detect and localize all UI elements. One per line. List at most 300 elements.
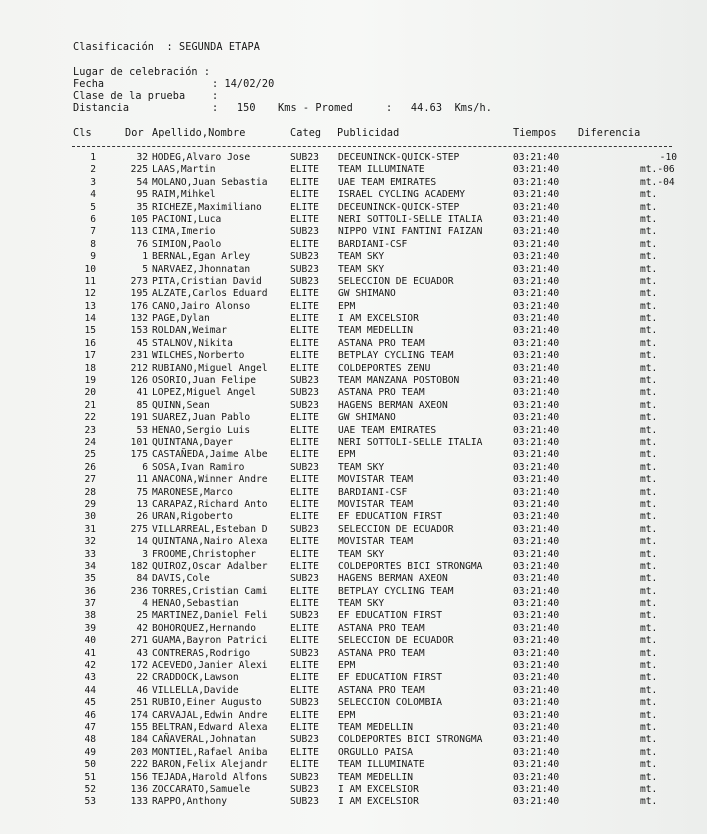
table-row (0, 722, 707, 734)
cell-difference: mt. (640, 635, 658, 647)
cell-sponsor: EPM (338, 300, 356, 312)
cell-difference: mt. (640, 523, 658, 535)
cell-rider-name: RAPPO,Anthony (152, 796, 228, 808)
table-row (0, 697, 707, 709)
cell-difference: mt. (640, 461, 658, 473)
cell-category: ELITE (290, 721, 319, 733)
cell-bib: 26 (136, 511, 148, 523)
cell-bib: 212 (130, 362, 148, 374)
cell-difference: mt. (640, 771, 658, 783)
cell-category: ELITE (290, 350, 319, 362)
cell-sponsor: ASTANA PRO TEAM (338, 337, 425, 349)
cell-rank: 47 (84, 721, 96, 733)
cell-rider-name: CANO,Jairo Alonso (152, 300, 251, 312)
cell-category: ELITE (290, 213, 319, 225)
table-row (0, 152, 707, 164)
cell-time: 03:21:40 (513, 424, 560, 436)
cell-sponsor: COLDEPORTES BICI STRONGMA (338, 560, 483, 572)
cell-difference: mt. (640, 213, 658, 225)
cell-rank: 3 (90, 176, 96, 188)
table-row (0, 648, 707, 660)
cell-bib: 126 (130, 375, 148, 387)
cell-difference: mt. (640, 263, 658, 275)
cell-difference: mt. (640, 201, 658, 213)
cell-time: 03:21:40 (513, 746, 560, 758)
cell-rank: 22 (84, 412, 96, 424)
table-row (0, 251, 707, 263)
cell-bib: 195 (130, 288, 148, 300)
cell-rank: 27 (84, 474, 96, 486)
cell-rank: 21 (84, 399, 96, 411)
cell-rider-name: HENAO,Sebastian (152, 598, 239, 610)
cell-category: SUB23 (290, 275, 319, 287)
distance-value: : 150 (212, 103, 256, 114)
cell-difference: mt. (640, 622, 658, 634)
cell-category: ELITE (290, 684, 319, 696)
col-header-times: Tiempos (513, 128, 557, 139)
cell-time: 03:21:40 (513, 275, 560, 287)
cell-category: SUB23 (290, 375, 319, 387)
cell-sponsor: COLDEPORTES BICI STRONGMA (338, 734, 483, 746)
cell-bib: 182 (130, 560, 148, 572)
table-row (0, 462, 707, 474)
cell-difference: mt.-06 (640, 164, 675, 176)
cell-rank: 34 (84, 560, 96, 572)
cell-rider-name: ROLDAN,Weimar (152, 325, 228, 337)
cell-bib: 275 (130, 523, 148, 535)
table-row (0, 747, 707, 759)
cell-time: 03:21:40 (513, 498, 560, 510)
cell-sponsor: DECEUNINCK-QUICK-STEP (338, 152, 460, 163)
cell-rank: 26 (84, 461, 96, 473)
cell-difference: mt.-04 (640, 176, 675, 188)
cell-category: ELITE (290, 164, 319, 176)
cell-difference: mt. (640, 734, 658, 746)
cell-bib: 14 (136, 536, 148, 548)
cell-rider-name: BELTRAN,Edward Alexa (152, 721, 268, 733)
cell-rank: 8 (90, 238, 96, 250)
cell-sponsor: EF EDUCATION FIRST (338, 672, 442, 684)
table-row (0, 425, 707, 437)
col-header-difference: Diferencia (578, 128, 641, 139)
cell-rider-name: LAAS,Martin (152, 164, 216, 176)
cell-sponsor: EPM (338, 449, 356, 461)
cell-sponsor: NERI SOTTOLI-SELLE ITALIA (338, 436, 483, 448)
cell-rank: 11 (84, 275, 96, 287)
cell-time: 03:21:40 (513, 734, 560, 746)
cell-category: SUB23 (290, 783, 319, 795)
table-row (0, 734, 707, 746)
cell-sponsor: TEAM MANZANA POSTOBON (338, 375, 460, 387)
cell-difference: mt. (640, 721, 658, 733)
cell-difference: mt. (640, 672, 658, 684)
cell-rank: 7 (90, 226, 96, 238)
cell-time: 03:21:40 (513, 213, 560, 225)
cell-time: 03:21:40 (513, 375, 560, 387)
cell-time: 03:21:40 (513, 573, 560, 585)
table-row (0, 536, 707, 548)
cell-category: ELITE (290, 362, 319, 374)
cell-time: 03:21:40 (513, 697, 560, 709)
cell-bib: 76 (136, 238, 148, 250)
cell-sponsor: I AM EXCELSIOR (338, 796, 419, 808)
cell-time: 03:21:40 (513, 560, 560, 572)
cell-rider-name: ZOCCARATO,Samuele (152, 783, 251, 795)
cell-difference: mt. (640, 498, 658, 510)
cell-bib: 5 (142, 263, 148, 275)
cell-sponsor: GW SHIMANO (338, 412, 396, 424)
cell-bib: 191 (130, 412, 148, 424)
cell-bib: 113 (130, 226, 148, 238)
cell-difference: mt. (640, 697, 658, 709)
cell-difference: mt. (640, 560, 658, 572)
cell-difference: mt. (640, 362, 658, 374)
cell-bib: 184 (130, 734, 148, 746)
cell-sponsor: ORGULLO PAISA (338, 746, 414, 758)
cell-rider-name: SUAREZ,Juan Pablo (152, 412, 251, 424)
cell-rank: 6 (90, 213, 96, 225)
cell-rider-name: RAIM,Mihkel (152, 189, 216, 201)
cell-bib: 156 (130, 771, 148, 783)
cell-category: SUB23 (290, 647, 319, 659)
race-class-value: : (212, 91, 219, 102)
cell-rank: 10 (84, 263, 96, 275)
table-row (0, 772, 707, 784)
table-row (0, 474, 707, 486)
cell-rider-name: BERNAL,Egan Arley (152, 251, 251, 263)
cell-difference: mt. (640, 226, 658, 238)
cell-difference: mt. (640, 474, 658, 486)
cell-bib: 251 (130, 697, 148, 709)
cell-rank: 43 (84, 672, 96, 684)
cell-difference: mt. (640, 598, 658, 610)
table-row (0, 325, 707, 337)
table-row (0, 660, 707, 672)
cell-rank: 39 (84, 622, 96, 634)
cell-rank: 4 (90, 189, 96, 201)
cell-bib: 105 (130, 213, 148, 225)
cell-sponsor: TEAM MEDELLIN (338, 771, 414, 783)
cell-rank: 38 (84, 610, 96, 622)
race-class-label: Clase de la prueba (73, 91, 186, 102)
cell-difference: mt. (640, 486, 658, 498)
cell-rider-name: ANACONA,Winner Andre (152, 474, 268, 486)
cell-time: 03:21:40 (513, 300, 560, 312)
table-row (0, 449, 707, 461)
cell-category: SUB23 (290, 796, 319, 808)
cell-category: SUB23 (290, 387, 319, 399)
cell-sponsor: BETPLAY CYCLING TEAM (338, 350, 454, 362)
cell-time: 03:21:40 (513, 362, 560, 374)
cell-bib: 13 (136, 498, 148, 510)
cell-rider-name: HODEG,Alvaro Jose (152, 152, 251, 163)
cell-rank: 41 (84, 647, 96, 659)
cell-time: 03:21:40 (513, 337, 560, 349)
table-row (0, 400, 707, 412)
col-header-dor: Dor (125, 128, 144, 139)
table-row (0, 202, 707, 214)
cell-difference: mt. (640, 275, 658, 287)
cell-rider-name: ALZATE,Carlos Eduard (152, 288, 268, 300)
cell-time: 03:21:40 (513, 152, 560, 163)
cell-rank: 13 (84, 300, 96, 312)
cell-category: ELITE (290, 585, 319, 597)
cell-bib: 95 (136, 189, 148, 201)
cell-rank: 46 (84, 709, 96, 721)
table-row (0, 301, 707, 313)
cell-rider-name: OSORIO,Juan Felipe (152, 375, 256, 387)
cell-rank: 17 (84, 350, 96, 362)
cell-sponsor: UAE TEAM EMIRATES (338, 176, 437, 188)
cell-category: ELITE (290, 474, 319, 486)
cell-time: 03:21:40 (513, 635, 560, 647)
cell-time: 03:21:40 (513, 399, 560, 411)
cell-time: 03:21:40 (513, 709, 560, 721)
classification-label: Clasificación (73, 42, 155, 53)
cell-bib: 222 (130, 759, 148, 771)
cell-bib: 11 (136, 474, 148, 486)
table-row (0, 412, 707, 424)
cell-sponsor: MOVISTAR TEAM (338, 536, 414, 548)
cell-bib: 32 (136, 152, 148, 163)
cell-bib: 231 (130, 350, 148, 362)
cell-category: ELITE (290, 498, 319, 510)
cell-rider-name: CRADDOCK,Lawson (152, 672, 239, 684)
table-row (0, 499, 707, 511)
cell-rider-name: RUBIO,Einer Augusto (152, 697, 262, 709)
cell-bib: 271 (130, 635, 148, 647)
cell-time: 03:21:40 (513, 189, 560, 201)
cell-time: 03:21:40 (513, 436, 560, 448)
table-row (0, 437, 707, 449)
cell-rank: 1 (90, 152, 96, 163)
cell-rider-name: PAGE,Dylan (152, 313, 210, 325)
cell-time: 03:21:40 (513, 771, 560, 783)
cell-time: 03:21:40 (513, 350, 560, 362)
cell-sponsor: SELECCION DE ECUADOR (338, 635, 454, 647)
cell-bib: 1 (142, 251, 148, 263)
cell-bib: 175 (130, 449, 148, 461)
cell-difference: mt. (640, 647, 658, 659)
cell-category: ELITE (290, 635, 319, 647)
cell-rider-name: DAVIS,Cole (152, 573, 210, 585)
cell-rank: 35 (84, 573, 96, 585)
cell-category: SUB23 (290, 399, 319, 411)
cell-bib: 153 (130, 325, 148, 337)
cell-difference: mt. (640, 325, 658, 337)
cell-bib: 236 (130, 585, 148, 597)
cell-category: ELITE (290, 660, 319, 672)
cell-time: 03:21:40 (513, 610, 560, 622)
cell-bib: 54 (136, 176, 148, 188)
cell-rank: 32 (84, 536, 96, 548)
cell-sponsor: NIPPO VINI FANTINI FAIZAN (338, 226, 483, 238)
cell-rank: 50 (84, 759, 96, 771)
cell-rider-name: TORRES,Cristian Cami (152, 585, 268, 597)
table-row (0, 610, 707, 622)
cell-rank: 53 (84, 796, 96, 808)
cell-rank: 48 (84, 734, 96, 746)
cell-rank: 25 (84, 449, 96, 461)
cell-category: SUB23 (290, 263, 319, 275)
cell-bib: 174 (130, 709, 148, 721)
cell-sponsor: ASTANA PRO TEAM (338, 622, 425, 634)
cell-time: 03:21:40 (513, 598, 560, 610)
cell-time: 03:21:40 (513, 164, 560, 176)
venue-label: Lugar de celebración : (73, 67, 211, 78)
cell-time: 03:21:40 (513, 721, 560, 733)
cell-time: 03:21:40 (513, 251, 560, 263)
classification-title (73, 42, 260, 53)
cell-bib: 84 (136, 573, 148, 585)
cell-rank: 29 (84, 498, 96, 510)
cell-bib: 41 (136, 387, 148, 399)
cell-rider-name: URAN,Rigoberto (152, 511, 233, 523)
cell-bib: 45 (136, 337, 148, 349)
table-row (0, 759, 707, 771)
table-row (0, 350, 707, 362)
cell-bib: 133 (130, 796, 148, 808)
cell-time: 03:21:40 (513, 684, 560, 696)
cell-rider-name: CONTRERAS,Rodrigo (152, 647, 251, 659)
cell-rider-name: BARON,Felix Alejandr (152, 759, 268, 771)
cell-rider-name: VILLELLA,Davide (152, 684, 239, 696)
cell-rider-name: NARVAEZ,Jhonnatan (152, 263, 251, 275)
table-row (0, 549, 707, 561)
cell-time: 03:21:40 (513, 288, 560, 300)
table-row (0, 338, 707, 350)
cell-category: ELITE (290, 560, 319, 572)
cell-difference: mt. (640, 399, 658, 411)
cell-time: 03:21:40 (513, 201, 560, 213)
cell-rank: 12 (84, 288, 96, 300)
cell-rank: 28 (84, 486, 96, 498)
cell-rank: 20 (84, 387, 96, 399)
cell-sponsor: SELECCION DE ECUADOR (338, 523, 454, 535)
cell-sponsor: SELECCION COLOMBIA (338, 697, 442, 709)
table-row (0, 635, 707, 647)
cell-rider-name: CARVAJAL,Edwin Andre (152, 709, 268, 721)
table-row (0, 264, 707, 276)
cell-difference: mt. (640, 684, 658, 696)
cell-rider-name: HENAO,Sergio Luis (152, 424, 251, 436)
cell-time: 03:21:40 (513, 238, 560, 250)
cell-rank: 15 (84, 325, 96, 337)
cell-difference: mt. (640, 288, 658, 300)
cell-time: 03:21:40 (513, 313, 560, 325)
cell-rank: 9 (90, 251, 96, 263)
cell-rank: 44 (84, 684, 96, 696)
cell-sponsor: TEAM ILLUMINATE (338, 164, 425, 176)
cell-sponsor: MOVISTAR TEAM (338, 474, 414, 486)
cell-category: ELITE (290, 288, 319, 300)
cell-category: ELITE (290, 622, 319, 634)
cell-time: 03:21:40 (513, 387, 560, 399)
cell-difference: mt. (640, 796, 658, 808)
cell-rider-name: SOSA,Ivan Ramiro (152, 461, 245, 473)
cell-time: 03:21:40 (513, 263, 560, 275)
date-label: Fecha (73, 79, 105, 90)
table-row (0, 487, 707, 499)
cell-difference: mt. (640, 412, 658, 424)
cell-category: ELITE (290, 759, 319, 771)
cell-bib: 35 (136, 201, 148, 213)
cell-sponsor: TEAM SKY (338, 598, 385, 610)
table-row (0, 586, 707, 598)
table-row (0, 313, 707, 325)
cell-bib: 225 (130, 164, 148, 176)
cell-difference: mt. (640, 783, 658, 795)
cell-sponsor: TEAM MEDELLIN (338, 721, 414, 733)
table-row (0, 685, 707, 697)
cell-difference: mt. (640, 610, 658, 622)
cell-time: 03:21:40 (513, 176, 560, 188)
table-row (0, 573, 707, 585)
cell-difference: mt. (640, 585, 658, 597)
cell-bib: 6 (142, 461, 148, 473)
cell-rank: 5 (90, 201, 96, 213)
cell-rider-name: ACEVEDO,Janier Alexi (152, 660, 268, 672)
cell-rank: 42 (84, 660, 96, 672)
cell-time: 03:21:40 (513, 548, 560, 560)
cell-rank: 24 (84, 436, 96, 448)
cell-rider-name: GUAMA,Bayron Patrici (152, 635, 268, 647)
cell-bib: 136 (130, 783, 148, 795)
cell-difference: mt. (640, 660, 658, 672)
cell-rider-name: SIMION,Paolo (152, 238, 222, 250)
table-row (0, 288, 707, 300)
cell-sponsor: HAGENS BERMAN AXEON (338, 573, 448, 585)
cell-bib: 46 (136, 684, 148, 696)
cell-time: 03:21:40 (513, 449, 560, 461)
date-value: : 14/02/20 (212, 79, 275, 90)
cell-category: SUB23 (290, 610, 319, 622)
cell-bib: 4 (142, 598, 148, 610)
cell-sponsor: NERI SOTTOLI-SELLE ITALIA (338, 213, 483, 225)
cell-difference: mt. (640, 189, 658, 201)
table-row (0, 598, 707, 610)
cell-rider-name: WILCHES,Norberto (152, 350, 245, 362)
cell-rider-name: PACIONI,Luca (152, 213, 222, 225)
cell-time: 03:21:40 (513, 226, 560, 238)
cell-category: ELITE (290, 486, 319, 498)
cell-category: ELITE (290, 337, 319, 349)
cell-rider-name: FROOME,Christopher (152, 548, 256, 560)
cell-category: ELITE (290, 536, 319, 548)
cell-category: ELITE (290, 709, 319, 721)
cell-sponsor: UAE TEAM EMIRATES (338, 424, 437, 436)
cell-time: 03:21:40 (513, 523, 560, 535)
cell-category: SUB23 (290, 226, 319, 238)
cell-rider-name: BOHORQUEZ,Hernando (152, 622, 256, 634)
col-header-category: Categ (290, 128, 322, 139)
cell-bib: 155 (130, 721, 148, 733)
cell-time: 03:21:40 (513, 759, 560, 771)
cell-difference: mt. (640, 375, 658, 387)
cell-sponsor: EF EDUCATION FIRST (338, 511, 442, 523)
cell-category: SUB23 (290, 152, 319, 163)
cell-time: 03:21:40 (513, 486, 560, 498)
cell-rider-name: CARAPAZ,Richard Anto (152, 498, 268, 510)
cell-rider-name: LOPEZ,Miguel Angel (152, 387, 256, 399)
cell-category: ELITE (290, 238, 319, 250)
table-row (0, 214, 707, 226)
cell-difference: mt. (640, 350, 658, 362)
cell-sponsor: DECEUNINCK-QUICK-STEP (338, 201, 460, 213)
cell-difference: mt. (640, 709, 658, 721)
table-row (0, 375, 707, 387)
cell-rank: 23 (84, 424, 96, 436)
